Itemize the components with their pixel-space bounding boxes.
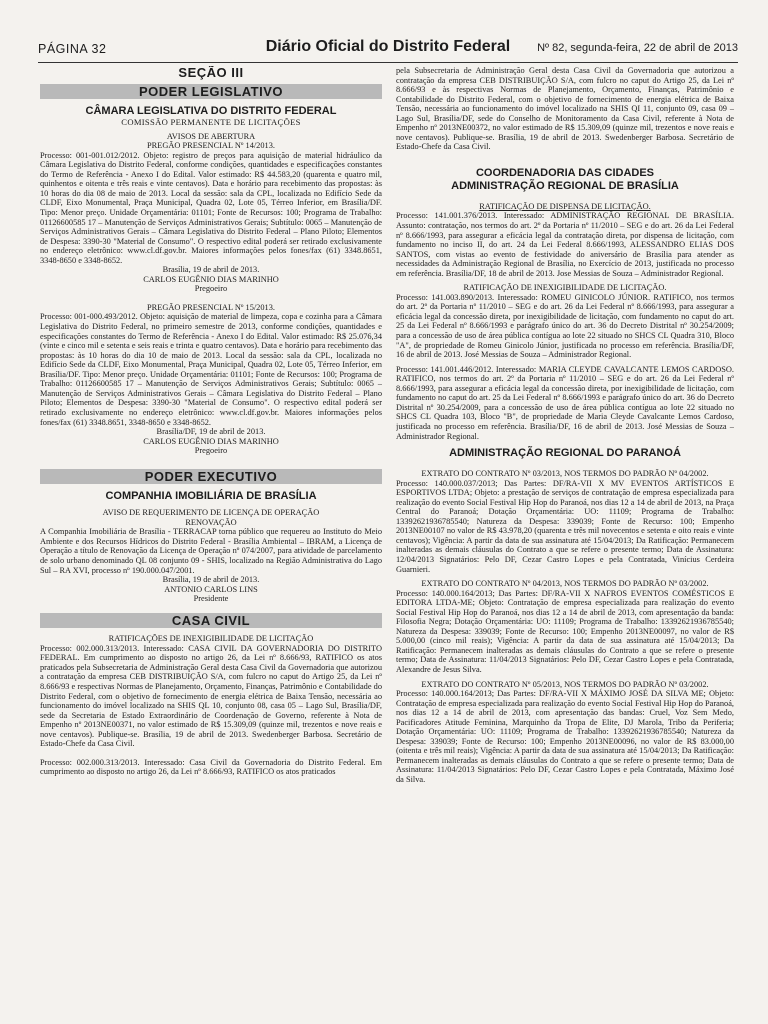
pregao-14-role: Pregoeiro xyxy=(194,284,228,294)
extrato-05-text: Processo: 140.000.164/2013; Das Partes: DF/RA-VII X MÁXIMO JOSÉ DA SILVA ME; Objeto: Contratação de empresa especializada para realização do evento Social Festival Hip Hop do Paranoá, nos dias 12 a 14 de abril de 2013, com apresentação das bandas: Cruel, Voz Sem Medo, Pacificadores Atitude Feminina, Marquinho da Tropa de Elite, DJ Marola, Tribo da Periferia; Dotação Orçamentária: UO: 11109; Programa de Trabalho: 13392621936785540; Natureza da Despesa: 339039; Fonte de Recurso: 100; Empenho 2013NE00096, no valor de R$ 83.000,00 (oitenta e três mil reais); Vigência: A partir da data de sua assinatura até 15/04/2013; Da Ratificação: Permanecem inalteradas as demais cláusulas do Contrato a que se refere o presente termo; Data de Assinatura: 11/04/2013 Signatários: Pelo DF, Cezar Castro Lopes e pela Contratada, Máximo José da Silva. xyxy=(396,689,734,784)
extrato-04-text: Processo: 140.000.164/2013; Das Partes: DF/RA-VII X NAFROS EVENTOS COMÉSTICOS E EDITORA LTDA-ME; Objeto: Contratação de empresa especializada para realização do evento Social Festival Hip Hop do Paranoá, nos dias 12 a 14 de abril de 2013, com apresentação da banda: Filosofia Negra; Dotação Orçamentária: UO: 11109; Programa de Trabalho: 13392621936785540; Natureza da Despesa: 339039; Fonte de Recurso: 100; Empenho 2013NE00097, no valor de R$ 5.000,00 (cinco mil reais); Vigência: A partir da data de sua assinatura até 15/04/2013; Da Ratificação: Permanecem inalteradas as demais cláusulas do Contrato a que se refere o presente termo; Data de Assinatura: 11/04/2013 Signatários: Pelo DF, Cezar Castro Lopes e pela Contratada, Alexandre de Jesus Silva. xyxy=(396,588,734,674)
dispensa-text: Processo: 141.001.376/2013. Interessado: ADMINISTRAÇÃO REGIONAL DE BRASÍLIA. Assunto: contratação, nos termos do art. 2º da Portaria nº 11/2010 – SEG e do art. 26 da Lei Federal nº 8.666/1993, para assegurar a eficácia legal da contratação direta, por dispensa de licitação, com fundamento no inciso II, do art. 24 da Lei Federal 8.666/1993, ALESSANDRO ELIAS DOS SANTOS, com vistas ao evento de festividade do aniversário de Brasília para atender as necessidades da Administração Regional de Brasília, no Exercício de 2013, justificada no processo em referência. Brasília/DF, 18 de abril de 2013. Jose Messias de Souza – Administrador Regional. xyxy=(396,211,734,278)
org-ra-brasilia: ADMINISTRAÇÃO REGIONAL DE BRASÍLIA xyxy=(451,179,679,192)
avisos-heading: AVISOS DE ABERTURA xyxy=(166,131,256,141)
band-poder-legislativo: PODER LEGISLATIVO xyxy=(40,84,382,100)
left-column xyxy=(40,66,382,1018)
pregao-15-signer: CARLOS EUGÊNIO DIAS MARINHO xyxy=(143,436,279,446)
terracap-role: Presidente xyxy=(193,594,229,604)
page-number: PÁGINA 32 xyxy=(38,42,107,56)
renovacao-heading: RENOVAÇÃO xyxy=(185,517,237,527)
extrato-05-heading: EXTRATO DO CONTRATO Nº 05/2013, NOS TERMOS DO PADRÃO Nº 03/2002. xyxy=(421,679,709,689)
inexigibilidade-text-2: Processo: 141.001.446/2012. Interessado: MARIA CLEYDE CAVALCANTE LEMOS CARDOSO. RATIFICO, nos termos do art. 2º da Portaria nº 11/2010 – SEG e do art. 26 da Lei Federal nº 8.666/1993, para assegurar a eficácia legal da concessão direta, por inexigibilidade de licitação, com fundamento no caput do art. 25 da Lei Federal nº 8.666/1993 e parágrafo único do art. 36 do Decreto Distrital nº 30.254/2009, para a concessão de uso de área pública contígua ao lote 22 situado no SHCS CL Quadra 103, Bloco "B", de propriedade de Maria Cleyde Cavalcante Lemos Cardoso, justificada no processo em referência. Brasília/DF, 16 de abril de 2013. José Messias de Souza – Administrador Regional. xyxy=(396,364,734,441)
terracap-text: A Companhia Imobiliária de Brasília - TERRACAP torna público que requereu ao Instituto do Meio Ambiente e dos Recursos Hídricos do Distrito Federal - Brasília Ambiental – IBRAM, a Licença de Operação a título de Renovação da Licença de Operação nº 074/2007, para atividade de parcelamento de solo urbano denominado QL 08 conjunto 09 - SHIS, localizado na Região Administrativa do Lago Sul – RA XVI, processo nº 190.000.047/2001. xyxy=(40,527,382,575)
org-coordenadoria: COORDENADORIA DAS CIDADES xyxy=(475,166,655,179)
extrato-03-text: Processo: 140.000.037/2013; Das Partes: DF/RA-VII X MV EVENTOS ARTÍSTICOS E ESPORTIVOS LTDA; Objeto: a prestação de serviços de contratação de empresa especializada para realização do evento Social Festival Hip Hop do Paranoá, nos dias 12 a 14 de abril de 2013, na Praça Central do Paranoá; Dotação Orçamentária: UO: 11109; Programa de Trabalho: 13392621936785540; Natureza da Despesa: 339039; Fonte de Recurso: 100; Empenho 2013NE00107 no valor de R$ 43.978,20 (quarenta e três mil novecentos e setenta e oito reais e vinte centavos); Vigência: A partir da data de sua assinatura até 15/04/2013; Da Ratificação: Permanecem inalteradas as demais cláusulas do Contrato a que se refere o presente termo; Data de Assinatura: 12/04/2013 Signatários: Pelo DF, Cezar Castro Lopes e pela Contratada, Vinícius Cerdeira Guarnieri. xyxy=(396,478,734,574)
org-ra-paranoa: ADMINISTRAÇÃO REGIONAL DO PARANOÁ xyxy=(449,447,681,460)
casa-civil-process-2-cont: pela Subsecretaria de Administração Geral desta Casa Civil da Governadoria que autorizou a contratação da empresa CEB DISTRIBUIÇÃO S/A, com fulcro no caput do Artigo 25, da Lei nº 8.666/93 e às respectivas Normas de Planejamento, Orçamento, Finanças, Patrimônio e Contabilidade do Distrito Federal, com o objetivo de fornecimento de energia elétrica de Baixa Tensão, necessária ao funcionamento do imóvel localizado na SHIS QI 11, conjunto 09, casa 09 – Lago Sul, Brasília/DF, sede do Conselho de Monitoramento da Casa Civil, referente à Nota de Empenho nº 2013NE00372, no valor estimado de R$ 15.309,09 (quinze mil, trezentos e nove reais e nove centavos). Publique-se. Brasília, 19 de abril de 2013. Swedenberger Barbosa. Secretário de Estado-Chefe da Casa Civil. xyxy=(396,66,734,152)
band-casa-civil: CASA CIVIL xyxy=(40,613,382,629)
aviso-licenca-heading: AVISO DE REQUERIMENTO DE LICENÇA DE OPERAÇÃO xyxy=(102,508,320,518)
extrato-03-heading: EXTRATO DO CONTRATO Nº 03/2013, NOS TERMOS DO PADRÃO Nº 04/2002. xyxy=(421,469,709,479)
pregao-15-heading: PREGÃO PRESENCIAL Nº 15/2013. xyxy=(147,302,275,312)
casa-civil-process-2: Processo: 002.000.313/2013. Interessado: Casa Civil da Governadoria do Distrito Federal. Em cumprimento ao disposto no artigo 26, da Lei nº 8.666/93, RATIFICO os atos praticados xyxy=(40,757,382,777)
ratificacoes-heading: RATIFICAÇÕES DE INEXIGIBILIDADE DE LICITAÇÃO xyxy=(108,634,314,644)
issue-date: Nº 82, segunda-feira, 22 de abril de 2013 xyxy=(537,42,738,54)
terracap-signer: ANTONIO CARLOS LINS xyxy=(164,584,258,594)
pregao-15-role: Pregoeiro xyxy=(194,446,228,456)
org-cldf: CÂMARA LEGISLATIVA DO DISTRITO FEDERAL xyxy=(85,105,337,118)
right-column xyxy=(396,66,734,1018)
terracap-date: Brasília, 19 de abril de 2013. xyxy=(162,575,260,585)
pregao-15-date: Brasília/DF, 19 de abril de 2013. xyxy=(156,427,266,437)
page-header xyxy=(38,38,738,63)
pregao-14-text: Processo: 001-001.012/2012. Objeto: registro de preços para aquisição de material hidráulico da Câmara Legislativa do Distrito Federal, conforme condições, quantidades e especificações constantes do Termo de Referência - Anexo I do Edital. Valor estimado: R$ 44.583,20 (quarenta e quatro mil, quinhentos e oitenta e três reais e vinte centavos). Data e horário para recebimento das propostas: às 10 horas do dia 08 de maio de 2013. Local da sessão: sala da CPL, localizada no Edifício Sede da CLDF, Eixo Monumental, Praça Municipal, Quadra 02, Lote 05, Térreo Inferior, em Brasília/DF. Tipo: Menor preço. Unidade Orçamentária: 01101; Fonte de Recursos: 100; Programa de Trabalho: 01126600585 17 – Manutenção de Serviços Administrativos Gerais; Subtítulo: 0065 – Manutenção de Serviços Administrativos Gerais – Câmara Legislativa do Distrito Federal – Plano Piloto; Elementos de Despesa: 3390-30 "Material de Consumo". O respectivo edital poderá ser retirado exclusivamente no endereço eletrônico: www.cl.df.gov.br. Maiores informações pelos fones/fax (61) 3348.8651, 3348-8650 e 3348-8652. xyxy=(40,150,382,265)
pregao-14-heading: PREGÃO PRESENCIAL Nº 14/2013. xyxy=(147,141,275,151)
inexigibilidade-text-1: Processo: 141.003.890/2013. Interessado: ROMEU GINICOLO JÚNIOR. RATIFICO, nos termos do art. 2º da Portaria nº 11/2010 – SEG e do art. 26 da Lei Federal nº 8.666/1993, para assegurar a eficácia legal da concessão direta, por inexigibilidade de licitação, com fundamento no caput do art. 25 da Lei Federal nº 8.666/1993 e parágrafo único do art. 36 do Decreto Distrital nº 30.254/2009; para a concessão de uso de área pública contígua ao lote 22 situado no SHCS CL Quadra 310, Bloco "A", de propriedade de Romeu Ginicolo Júnior, justificada no processo em referência. Brasília/DF, 16 de abril de 2013. José Messias de Souza – Administrador Regional. xyxy=(396,292,734,360)
inexigibilidade-heading: RATIFICAÇÃO DE INEXIGIBILIDADE DE LICITAÇÃO. xyxy=(463,283,667,293)
pregao-14-date: Brasília, 19 de abril de 2013. xyxy=(162,265,260,275)
casa-civil-process-1: Processo: 002.000.313/2013. Interessado: CASA CIVIL DA GOVERNADORIA DO DISTRITO FEDERAL. Em cumprimento ao disposto no artigo 26, da Lei nº 8.666/93, RATIFICO os atos praticados pela Subsecretaria de Administração Geral desta Casa Civil da Governadoria que autorizou a contratação da empresa CEB DISTRIBUIÇÃO S/A, com fulcro no caput do Artigo 25, da Lei nº 8.666/93 e respectivas Normas de Planejamento, Orçamento, Finanças, Patrimônio e Contabilidade do Distrito Federal, com o objetivo de fornecimento de energia elétrica de Baixa Tensão, necessária ao funcionamento do imóvel localizado na SHIS QL 10, conjunto 08, casa 05 – Lago Sul, Brasília/DF, sede da Secretaria de Estado Extraordinário de Coordenação de Governo, referente à Nota de Empenho nº 2013NE00371, no valor estimado de R$ 15.309,09 (quinze mil, trezentos e nove reais e nove centavos). Publique-se. Brasília, 19 de abril de 2013. Swedenberger Barbosa. Secretário de Estado-Chefe da Casa Civil. xyxy=(40,643,382,749)
pregao-14-signer: CARLOS EUGÊNIO DIAS MARINHO xyxy=(143,274,279,284)
extrato-04-heading: EXTRATO DO CONTRATO Nº 04/2013, NOS TERMOS DO PADRÃO Nº 03/2002. xyxy=(421,579,709,589)
pregao-15-text: Processo: 001-000.493/2012. Objeto: aquisição de material de limpeza, copa e cozinha para a Câmara Legislativa do Distrito Federal, no primeiro semestre de 2013, conforme condições, quantidades e especificações constantes do Termo de Referência - Anexo I do Edital. Valor estimado: R$ 25.076,34 (vinte e cinco mil e setenta e seis reais e trinta e quatro centavos). Data e horário para recebimento das propostas: às 10 horas do dia 10 de maio de 2013. Local da sessão: sala da CPL, localizada no Edifício Sede da CLDF, Eixo Monumental, Praça Municipal, Quadra 02, Lote 05, Térreo Inferior, em Brasília/DF. Tipo: Menor preço. Unidade Orçamentária: 01101; Fonte de Recursos: 100; Programa de Trabalho: 01126600585 17 – Manutenção de Serviços Administrativos Gerais; Subtítulo: 0065 – Manutenção de Serviços Administrativos Gerais – Câmara Legislativa do Distrito Federal – Plano Piloto; Elementos de Despesa: 3390-30 "Material de Consumo". O respectivo edital poderá ser retirado exclusivamente no endereço eletrônico: www.cl.df.gov.br. Maiores informações pelos fones/fax (61) 3348.8651, 3348-8650 e 3348-8652. xyxy=(40,312,382,427)
org-cldf-sub: COMISSÃO PERMANENTE DE LICITAÇÕES xyxy=(121,117,301,128)
newspaper-title: Diário Oficial do Distrito Federal xyxy=(265,38,511,55)
section-heading: SEÇÃO III xyxy=(178,66,244,80)
org-terracap: COMPANHIA IMOBILIÁRIA DE BRASÍLIA xyxy=(105,490,317,503)
dispensa-heading: RATIFICAÇÃO DE DISPENSA DE LICITAÇÃO. xyxy=(479,201,651,211)
band-poder-executivo: PODER EXECUTIVO xyxy=(40,469,382,485)
